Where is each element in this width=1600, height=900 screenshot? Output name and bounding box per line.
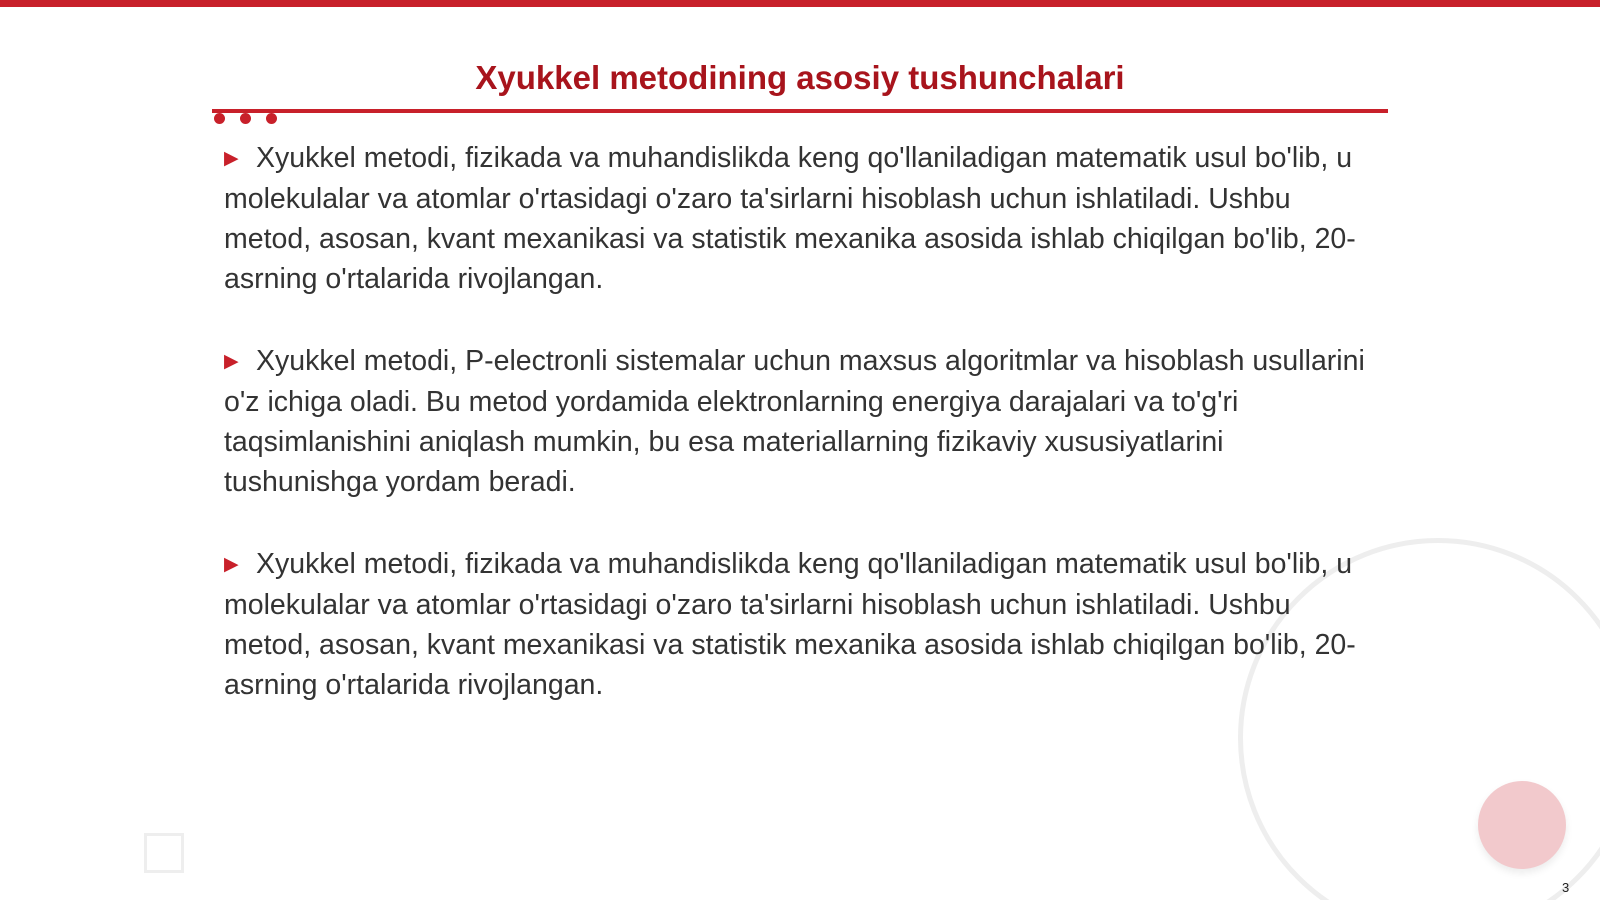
underline-dot-2 bbox=[240, 113, 251, 124]
paragraph-text: Xyukkel metodi, P-electronli sistemalar uchun maxsus algoritmlar va hisoblash usullarini o'z ichiga oladi. Bu metod yordamida elektronlarning energiya darajalari va to'g'ri taqsimlanishini aniqlash mumkin, bu esa materiallarning fizikaviy xususiyatlarini tushunishga yordam beradi. bbox=[224, 345, 1365, 498]
triangle-right-icon: ▶ bbox=[224, 351, 239, 372]
underline-dot-1 bbox=[214, 113, 225, 124]
bullet-list bbox=[224, 138, 1374, 747]
slide-title: Xyukkel metodining asosiy tushunchalari bbox=[475, 59, 1125, 96]
paragraph-text: Xyukkel metodi, fizikada va muhandislikda keng qo'llaniladigan matematik usul bo'lib, u molekulalar va atomlar o'rtasidagi o'zaro ta'sirlarni hisoblash uchun ishlatiladi. Ushbu metod, asosan, kvant mexanikasi va statistik mexanika asosida ishlab chiqilgan bo'lib, 20-asrning o'rtalarida rivojlangan. bbox=[224, 548, 1356, 701]
top-accent-bar bbox=[0, 0, 1600, 7]
bullet-paragraph-3 bbox=[224, 544, 1374, 705]
triangle-right-icon: ▶ bbox=[224, 148, 239, 169]
page-number: 3 bbox=[1562, 880, 1570, 895]
triangle-right-icon: ▶ bbox=[224, 554, 239, 575]
title-underline bbox=[212, 109, 1388, 113]
bullet-paragraph-2 bbox=[224, 341, 1374, 502]
decorative-square bbox=[144, 833, 184, 873]
paragraph-text: Xyukkel metodi, fizikada va muhandislikda keng qo'llaniladigan matematik usul bo'lib, u molekulalar va atomlar o'rtasidagi o'zaro ta'sirlarni hisoblash uchun ishlatiladi. Ushbu metod, asosan, kvant mexanikasi va statistik mexanika asosida ishlab chiqilgan bo'lib, 20-asrning o'rtalarida rivojlangan. bbox=[224, 142, 1356, 295]
underline-dot-3 bbox=[266, 113, 277, 124]
bullet-paragraph-1 bbox=[224, 138, 1374, 299]
decorative-circle bbox=[1478, 781, 1566, 869]
